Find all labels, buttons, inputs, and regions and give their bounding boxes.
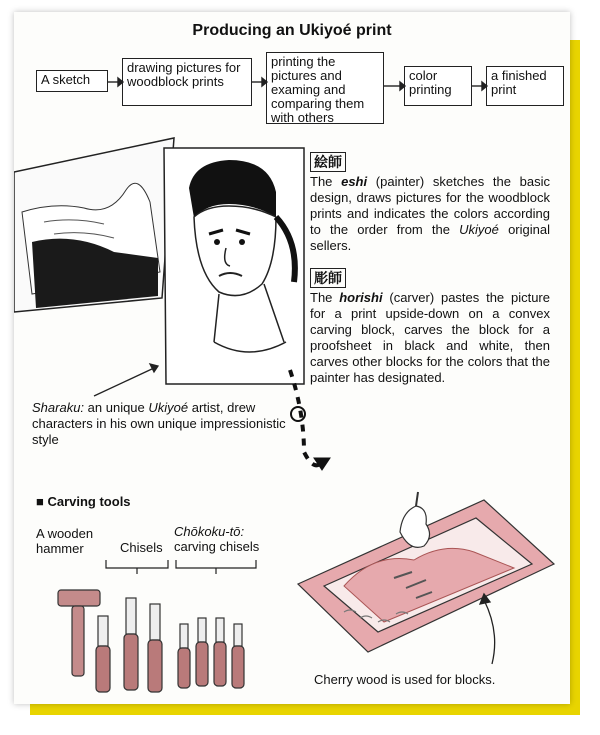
hammer-label: A wooden hammer [36, 526, 94, 556]
eshi-ukiyoe-term: Ukiyoé [459, 222, 499, 237]
carving-hand-image [400, 492, 430, 547]
wood-caption-arrow [480, 594, 495, 664]
wooden-hammer-icon [58, 590, 100, 676]
cherry-wood-caption: Cherry wood is used for blocks. [314, 672, 496, 687]
flow-arrows [108, 78, 487, 90]
sharaku-portrait-image [164, 148, 304, 384]
sharaku-text-end: artist, drew characters in his own unique impressionistic style [32, 400, 286, 447]
horishi-term: horishi [339, 290, 383, 305]
chisels-label: Chisels [120, 540, 163, 555]
eshi-text-end: original sellers. [310, 222, 550, 253]
horishi-lead: The [310, 290, 340, 305]
flow-step-label: color printing [409, 68, 452, 97]
chisels-icon [96, 598, 162, 692]
eshi-term: eshi [341, 174, 368, 189]
caption-arrow [94, 364, 158, 396]
mountain-sketch-image [14, 138, 174, 312]
bullet-icon: ■ [36, 494, 48, 509]
carving-tools-title: Carving tools [47, 494, 131, 509]
horishi-kanji-label: 彫師 [310, 268, 346, 288]
horishi-text: (carver) pastes the picture for a print upside-down on a convex carving block, carves the block for a proofsheet in black and white, then carves other blocks for the colors that the painter has designated. [310, 290, 550, 385]
illustration-page [14, 12, 570, 704]
page-title: Producing an Ukiyoé print [192, 22, 392, 39]
chokoku-desc: carving chisels [174, 539, 260, 554]
flow-step-label: a finished print [491, 68, 547, 97]
eshi-lead: The [310, 174, 342, 189]
eshi-kanji-label: 絵師 [310, 152, 346, 172]
flow-step-label: drawing pictures for woodblock prints [127, 60, 241, 89]
chokoku-term: Chōkoku-tō: [174, 524, 245, 539]
eshi-text: (painter) sketches the basic design, draws pictures for the woodblock prints and indicates the colors according to the order from the [310, 174, 550, 237]
sharaku-ukiyoe-term: Ukiyoé [148, 400, 189, 415]
sharaku-text: an unique [84, 400, 149, 415]
tool-brackets [106, 560, 256, 574]
flow-step-label: printing the pictures and examing and comparing them with others [271, 54, 365, 125]
sharaku-name: Sharaku: [32, 400, 85, 415]
carving-chisels-icon [178, 618, 244, 688]
dashed-process-arrow [290, 370, 330, 470]
flow-step-label: A sketch [41, 72, 91, 87]
illustration-layer [14, 12, 570, 704]
